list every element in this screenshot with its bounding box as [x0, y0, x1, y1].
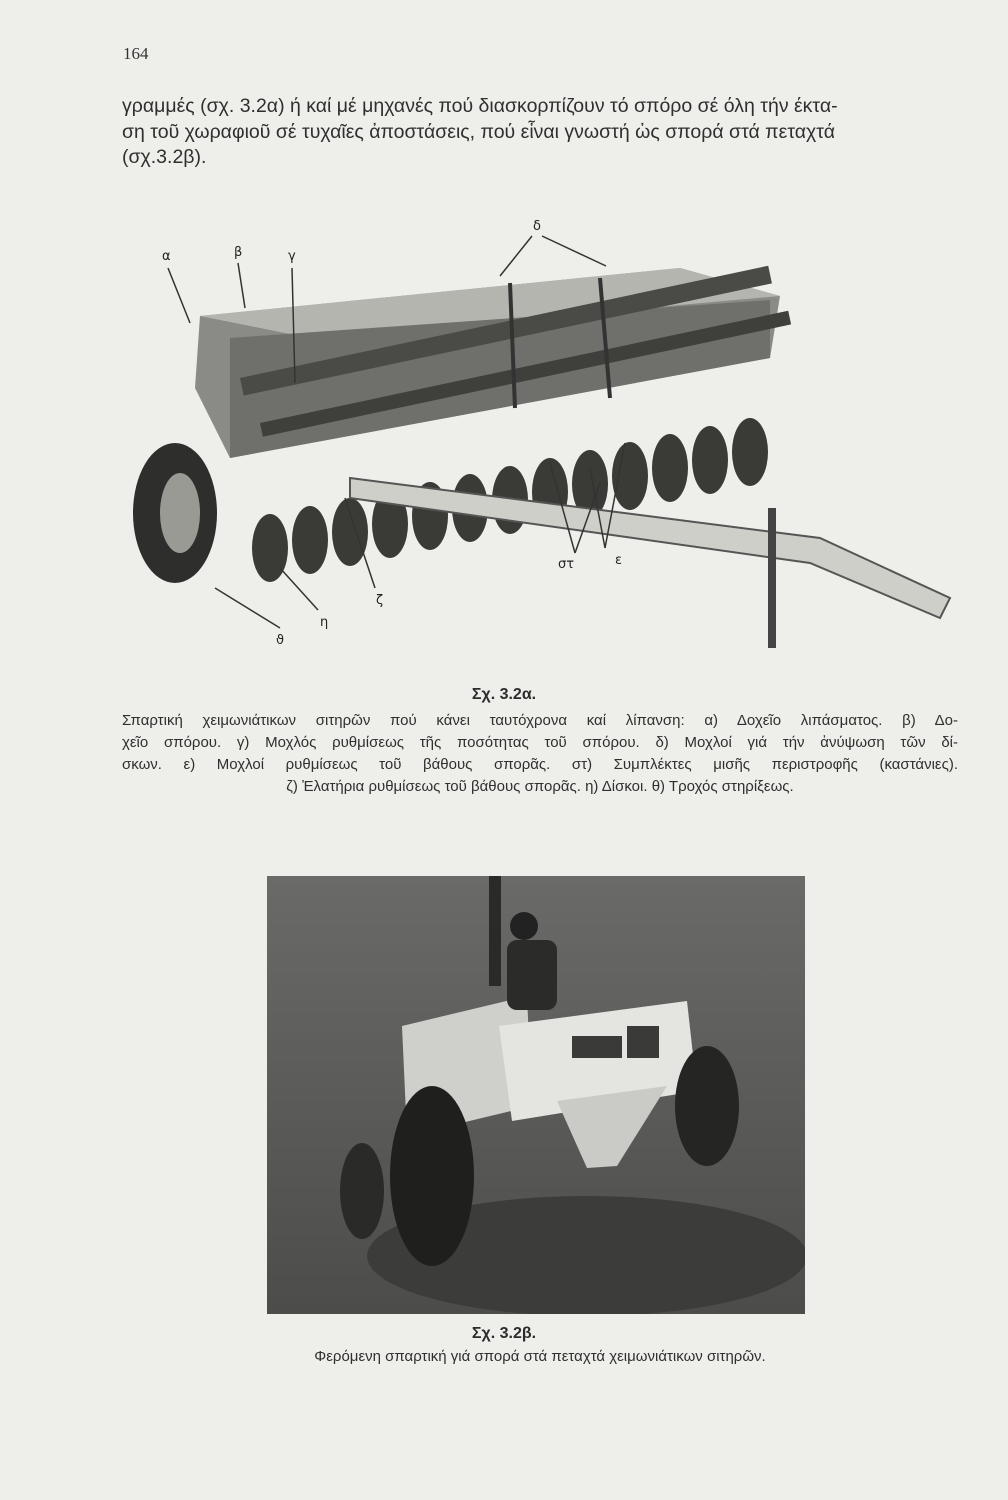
- label-beta: β: [234, 245, 243, 260]
- intro-line: ση τοῦ χωραφιοῦ σέ τυχαῖες ἀποστάσεις, πού εἶναι γνωστή ὡς σπορά στά πεταχτά: [122, 120, 835, 143]
- figure1-caption-title: Σχ. 3.2α.: [471, 686, 537, 703]
- page-number: 164: [123, 44, 149, 63]
- driver-body: [507, 940, 557, 1010]
- caption-line: χεῖο σπόρου. γ) Μοχλός ρυθμίσεως τῆς ποσότητας τοῦ σπόρου. δ) Μοχλοί γιά τήν ἀνύψωση τῶν δί-: [122, 734, 958, 751]
- rear-wheel-left: [390, 1086, 474, 1266]
- label-epsilon: ε: [615, 553, 623, 568]
- exhaust-pipe: [489, 876, 501, 986]
- figure-tractor-photo: [267, 876, 805, 1314]
- caption-line: Σπαρτική χειμωνιάτικων σιτηρῶν πού κάνει ταυτόχρονα καί λίπανση: α) Δοχεῖο λιπάσματος. β) Δο-: [122, 712, 958, 729]
- label-delta: δ: [533, 219, 541, 234]
- driver-head: [510, 912, 538, 940]
- label-gamma: γ: [288, 249, 296, 264]
- figure2-caption-title: Σχ. 3.2β.: [471, 1325, 537, 1342]
- front-wheel-left: [340, 1143, 384, 1239]
- drill-drawbar: [350, 478, 950, 618]
- label-theta: ϑ: [276, 633, 285, 648]
- label-eta: η: [320, 615, 329, 630]
- figure-seed-drill: [120, 208, 960, 668]
- caption-line: ζ) Ἐλατήρια ρυθμίσεως τοῦ βάθους σπορᾶς. η) Δίσκοι. θ) Τροχός στηρίξεως.: [286, 778, 794, 795]
- caption-line: σκων. ε) Μοχλοί ρυθμίσεως τοῦ βάθους σπορᾶς. στ) Συμπλέκτες μισῆς περιστροφῆς (καστάνιες).: [122, 756, 958, 773]
- label-zeta: ζ: [376, 593, 384, 608]
- figure1-caption: [122, 710, 958, 798]
- intro-line: (σχ.3.2β).: [122, 146, 207, 168]
- intro-paragraph: [122, 94, 952, 171]
- intro-line: γραμμές (σχ. 3.2α) ή καί μέ μηχανές πού διασκορπίζουν τό σπόρο σέ όλη τήν έκτα-: [122, 95, 838, 117]
- rear-wheel-right: [675, 1046, 739, 1166]
- label-st: στ: [558, 557, 575, 572]
- figure2-caption: Φερόμενη σπαρτική γιά σπορά στά πεταχτά χειμωνιάτικων σιτηρῶν.: [314, 1348, 766, 1365]
- label-alpha: α: [162, 249, 171, 264]
